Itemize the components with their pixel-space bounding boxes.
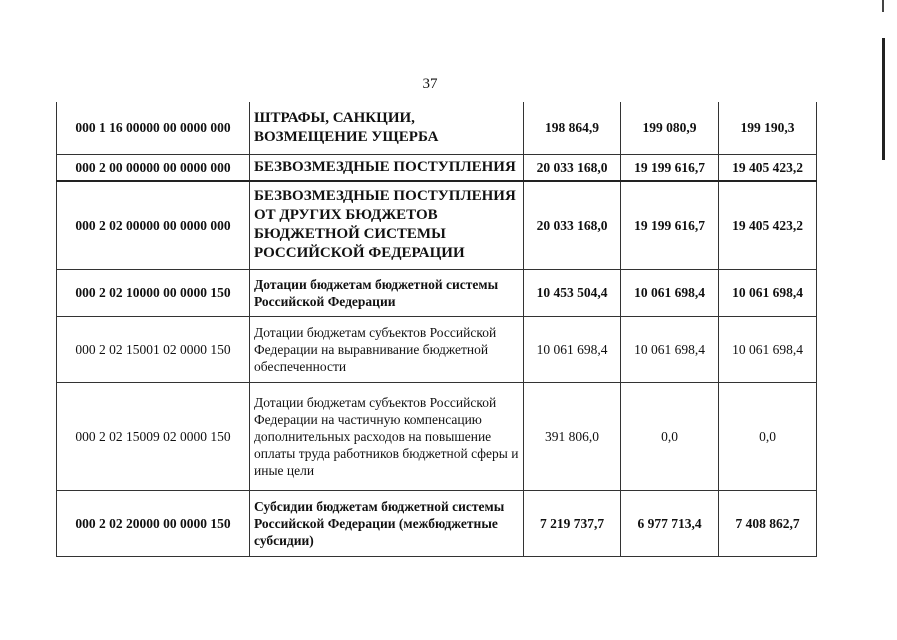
value-col-1: 10 453 504,4 [524, 269, 621, 316]
scan-artifact-top [882, 0, 884, 12]
table-row [57, 490, 817, 556]
value-col-2: 6 977 713,4 [621, 490, 719, 556]
budget-code: 000 2 02 15009 02 0000 150 [57, 382, 250, 490]
value-col-3: 19 405 423,2 [719, 181, 817, 269]
value-col-2: 0,0 [621, 382, 719, 490]
page-number: 37 [422, 76, 438, 92]
value-col-3: 10 061 698,4 [719, 316, 817, 382]
table-row [57, 102, 817, 154]
table-row [57, 316, 817, 382]
value-col-1: 20 033 168,0 [524, 181, 621, 269]
table-row [57, 181, 817, 269]
revenue-name: Субсидии бюджетам бюджетной системы Российской Федерации (межбюджетные субсидии) [250, 490, 524, 556]
budget-code: 000 1 16 00000 00 0000 000 [57, 102, 250, 154]
value-col-2: 10 061 698,4 [621, 316, 719, 382]
value-col-1: 10 061 698,4 [524, 316, 621, 382]
value-col-1: 198 864,9 [524, 102, 621, 154]
revenue-name: Дотации бюджетам субъектов Российской Федерации на выравнивание бюджетной обеспеченности [250, 316, 524, 382]
budget-code: 000 2 02 15001 02 0000 150 [57, 316, 250, 382]
value-col-2: 19 199 616,7 [621, 154, 719, 181]
value-col-1: 7 219 737,7 [524, 490, 621, 556]
budget-code: 000 2 02 00000 00 0000 000 [57, 181, 250, 269]
value-col-3: 10 061 698,4 [719, 269, 817, 316]
budget-code: 000 2 02 10000 00 0000 150 [57, 269, 250, 316]
value-col-2: 199 080,9 [621, 102, 719, 154]
table-row [57, 382, 817, 490]
value-col-3: 199 190,3 [719, 102, 817, 154]
revenue-name: Дотации бюджетам субъектов Российской Федерации на частичную компенсацию дополнительных расходов на повышение оплаты труда работников бюджетной сферы и иные цели [250, 382, 524, 490]
scan-artifact-mark [882, 38, 885, 160]
table-row [57, 269, 817, 316]
table-row [57, 154, 817, 181]
value-col-3: 0,0 [719, 382, 817, 490]
revenue-name: БЕЗВОЗМЕЗДНЫЕ ПОСТУПЛЕНИЯ ОТ ДРУГИХ БЮДЖЕТОВ БЮДЖЕТНОЙ СИСТЕМЫ РОССИЙСКОЙ ФЕДЕРАЦИИ [250, 181, 524, 269]
revenue-name: Дотации бюджетам бюджетной системы Российской Федерации [250, 269, 524, 316]
budget-code: 000 2 02 20000 00 0000 150 [57, 490, 250, 556]
budget-table [56, 102, 817, 557]
value-col-1: 391 806,0 [524, 382, 621, 490]
value-col-3: 7 408 862,7 [719, 490, 817, 556]
revenue-name: БЕЗВОЗМЕЗДНЫЕ ПОСТУПЛЕНИЯ [250, 154, 524, 181]
revenue-name: ШТРАФЫ, САНКЦИИ, ВОЗМЕЩЕНИЕ УЩЕРБА [250, 102, 524, 154]
value-col-1: 20 033 168,0 [524, 154, 621, 181]
value-col-2: 19 199 616,7 [621, 181, 719, 269]
budget-code: 000 2 00 00000 00 0000 000 [57, 154, 250, 181]
value-col-3: 19 405 423,2 [719, 154, 817, 181]
value-col-2: 10 061 698,4 [621, 269, 719, 316]
